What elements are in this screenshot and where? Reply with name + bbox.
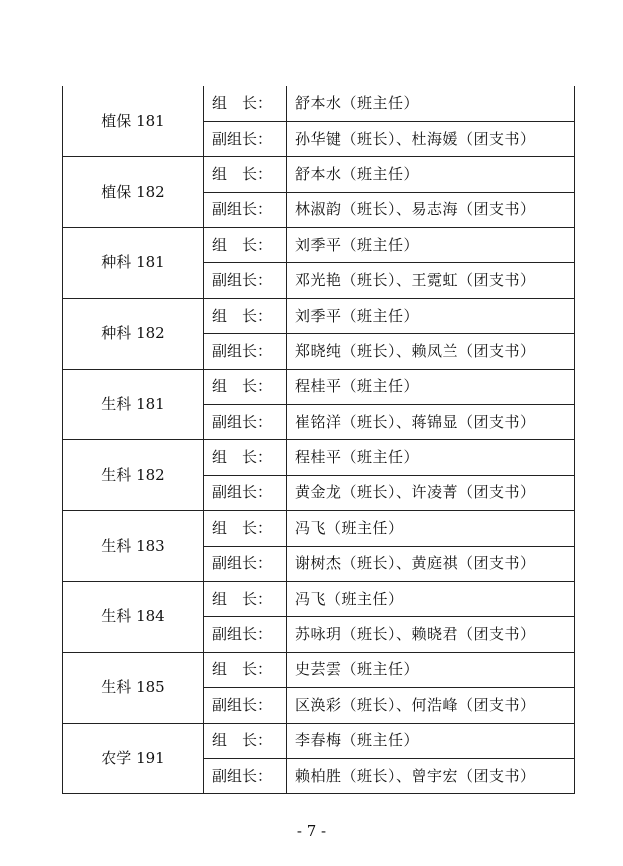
deputy-role-label: 副组长： (204, 192, 287, 227)
deputy-role-label: 副组长： (204, 617, 287, 652)
table-row-leader (63, 440, 575, 475)
deputy-role-label: 副组长： (204, 546, 287, 581)
deputy-role-label: 副组长： (204, 263, 287, 298)
deputy-role-label: 副组长： (204, 121, 287, 156)
table-row-leader (63, 511, 575, 546)
deputy-role-label: 副组长： (204, 688, 287, 723)
table-row-leader (63, 652, 575, 687)
leader-name: 史芸雲（班主任） (287, 652, 575, 687)
table-row-leader (63, 298, 575, 333)
class-name-cell (63, 581, 204, 652)
class-name: 种科 182 (101, 324, 165, 343)
class-name-cell (63, 511, 204, 582)
leader-name: 程桂平（班主任） (287, 440, 575, 475)
deputy-names: 区涣彩（班长）、何浩峰（团支书） (287, 688, 575, 723)
class-name-cell (63, 157, 204, 228)
class-name: 种科 181 (101, 253, 165, 272)
leader-name: 舒本水（班主任） (287, 157, 575, 192)
class-name-cell (63, 440, 204, 511)
leader-role-label: 组 长： (204, 86, 287, 121)
leader-role-label: 组 长： (204, 369, 287, 404)
table-row-leader (63, 723, 575, 758)
deputy-role-label: 副组长： (204, 758, 287, 793)
table-row-leader (63, 369, 575, 404)
class-name: 生科 184 (101, 607, 165, 626)
leader-role-label: 组 长： (204, 511, 287, 546)
leader-name: 舒本水（班主任） (287, 86, 575, 121)
leader-role-label: 组 长： (204, 581, 287, 616)
class-name-cell (63, 652, 204, 723)
leader-role-label: 组 长： (204, 157, 287, 192)
deputy-names: 谢树杰（班长）、黄庭祺（团支书） (287, 546, 575, 581)
table-row-leader (63, 157, 575, 192)
leader-name: 冯飞（班主任） (287, 581, 575, 616)
page-number: - 7 - (296, 822, 327, 840)
leader-name: 刘季平（班主任） (287, 298, 575, 333)
class-name-cell (63, 369, 204, 440)
deputy-names: 邓光艳（班长）、王霓虹（团支书） (287, 263, 575, 298)
deputy-names: 崔铭洋（班长）、蒋锦显（团支书） (287, 405, 575, 440)
class-name-cell (63, 86, 204, 157)
table-body (63, 86, 575, 794)
deputy-role-label: 副组长： (204, 405, 287, 440)
class-name-cell (63, 723, 204, 794)
class-name-cell (63, 228, 204, 299)
deputy-role-label: 副组长： (204, 475, 287, 510)
class-name: 生科 185 (101, 678, 165, 697)
deputy-names: 苏咏玥（班长）、赖晓君（团支书） (287, 617, 575, 652)
table-row-leader (63, 228, 575, 263)
leader-role-label: 组 长： (204, 298, 287, 333)
leader-name: 刘季平（班主任） (287, 228, 575, 263)
deputy-names: 郑晓纯（班长）、赖凤兰（团支书） (287, 334, 575, 369)
leader-role-label: 组 长： (204, 228, 287, 263)
class-name: 植保 182 (101, 182, 165, 201)
leader-name: 程桂平（班主任） (287, 369, 575, 404)
leader-role-label: 组 长： (204, 723, 287, 758)
deputy-names: 孙华键（班长）、杜海媛（团支书） (287, 121, 575, 156)
table-row-leader (63, 86, 575, 121)
class-name: 生科 181 (101, 395, 165, 414)
deputy-names: 黄金龙（班长）、许凌菁（团支书） (287, 475, 575, 510)
leader-role-label: 组 长： (204, 652, 287, 687)
class-name-cell (63, 298, 204, 369)
leader-role-label: 组 长： (204, 440, 287, 475)
class-name: 生科 183 (101, 536, 165, 555)
deputy-names: 林淑韵（班长）、易志海（团支书） (287, 192, 575, 227)
class-name: 植保 181 (101, 111, 165, 130)
leader-name: 冯飞（班主任） (287, 511, 575, 546)
table-row-leader (63, 581, 575, 616)
class-name: 生科 182 (101, 465, 165, 484)
class-leaders-table (62, 86, 575, 794)
deputy-names: 赖柏胜（班长）、曾宇宏（团支书） (287, 758, 575, 793)
leader-name: 李春梅（班主任） (287, 723, 575, 758)
class-name: 农学 191 (101, 748, 165, 767)
deputy-role-label: 副组长： (204, 334, 287, 369)
